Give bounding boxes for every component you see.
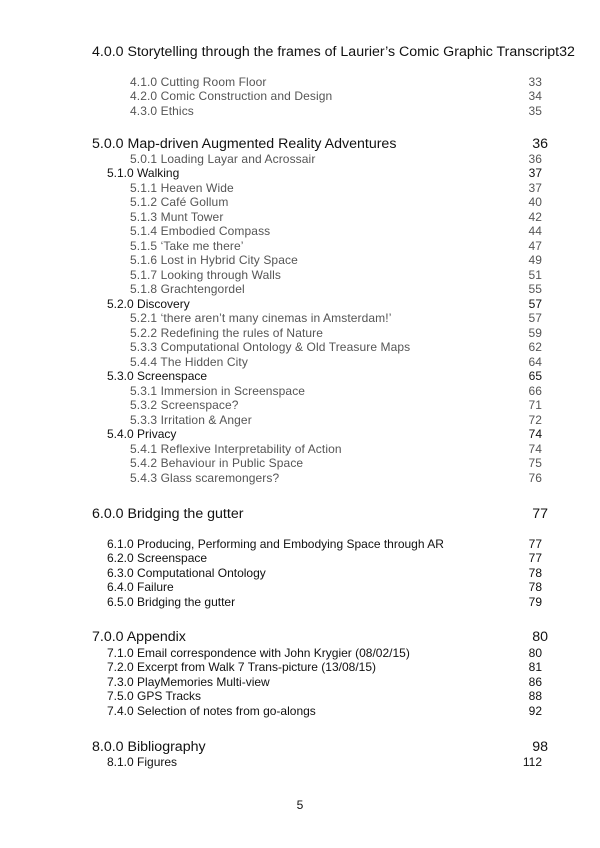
toc-entry-level-3[interactable]: [130, 181, 542, 195]
toc-entry-page: 92: [528, 704, 542, 718]
toc-entry-level-3[interactable]: [130, 152, 542, 166]
toc-entry-page: 98: [532, 739, 548, 755]
toc-entry-title: 7.0.0 Appendix: [92, 629, 186, 645]
toc-entry-level-2[interactable]: [107, 427, 542, 441]
toc-entry-title: 6.1.0 Producing, Performing and Embodying Space through AR: [107, 537, 444, 551]
toc-entry-level-3[interactable]: [130, 268, 542, 282]
toc-entry-title: 5.3.2 Screenspace?: [130, 398, 239, 412]
toc-entry-page: 51: [528, 268, 542, 282]
toc-entry-level-3[interactable]: [130, 282, 542, 296]
toc-entry-level-3[interactable]: [130, 89, 542, 103]
toc-entry-page: 80: [528, 646, 542, 660]
toc-entry-title: 5.2.2 Redefining the rules of Nature: [130, 326, 324, 340]
toc-entry-page: 76: [528, 471, 542, 485]
toc-entry-level-3[interactable]: [130, 326, 542, 340]
toc-entry-level-1[interactable]: [92, 739, 548, 755]
toc-entry-title: 6.0.0 Bridging the gutter: [92, 506, 244, 522]
toc-entry-level-3[interactable]: [130, 253, 542, 267]
toc-entry-title: 5.1.3 Munt Tower: [130, 210, 224, 224]
toc-entry-level-3[interactable]: [130, 355, 542, 369]
toc-entry-level-3[interactable]: [130, 311, 542, 325]
toc-entry-level-2[interactable]: [107, 551, 542, 565]
toc-entry-title: 4.3.0 Ethics: [130, 104, 194, 118]
toc-entry-page: 32: [559, 44, 575, 60]
toc-entry-page: 40: [528, 195, 542, 209]
toc-entry-page: 33: [528, 75, 542, 89]
toc-entry-page: 77: [528, 537, 542, 551]
toc-entry-page: 36: [532, 136, 548, 152]
toc-entry-level-2[interactable]: [107, 369, 542, 383]
toc-entry-title: 7.4.0 Selection of notes from go-alongs: [107, 704, 316, 718]
toc-entry-page: 42: [528, 210, 542, 224]
toc-entry-page: 49: [528, 253, 542, 267]
toc-entry-page: 78: [528, 580, 542, 594]
toc-entry-title: 7.5.0 GPS Tracks: [107, 689, 202, 703]
toc-entry-level-1[interactable]: [92, 506, 548, 522]
toc-entry-title: 5.3.3 Irritation & Anger: [130, 413, 252, 427]
toc-entry-level-3[interactable]: [130, 456, 542, 470]
toc-entry-title: 6.2.0 Screenspace: [107, 551, 208, 565]
toc-entry-title: 5.4.3 Glass scaremongers?: [130, 471, 280, 485]
toc-entry-page: 36: [528, 152, 542, 166]
toc-entry-title: 5.1.8 Grachtengordel: [130, 282, 245, 296]
toc-entry-level-2[interactable]: [107, 689, 542, 703]
toc-entry-level-2[interactable]: [107, 675, 542, 689]
toc-entry-level-3[interactable]: [130, 471, 542, 485]
toc-entry-level-3[interactable]: [130, 442, 542, 456]
toc-entry-page: 57: [528, 311, 542, 325]
toc-entry-title: 4.0.0 Storytelling through the frames of Laurier’s Comic Graphic Transcript: [92, 44, 560, 60]
toc-entry-title: 5.3.3 Computational Ontology & Old Treasure Maps: [130, 340, 411, 354]
toc-entry-level-1[interactable]: [92, 136, 548, 152]
toc-entry-level-3[interactable]: [130, 340, 542, 354]
toc-entry-page: 80: [532, 629, 548, 645]
toc-entry-page: 86: [528, 675, 542, 689]
toc-entry-page: 66: [528, 384, 542, 398]
toc-entry-page: 44: [528, 224, 542, 238]
toc-entry-page: 112: [522, 755, 542, 769]
toc-entry-title: 5.4.4 The Hidden City: [130, 355, 248, 369]
toc-entry-title: 5.3.1 Immersion in Screenspace: [130, 384, 306, 398]
toc-entry-title: 6.5.0 Bridging the gutter: [107, 595, 236, 609]
toc-entry-page: 77: [532, 506, 548, 522]
toc-entry-title: 5.1.1 Heaven Wide: [130, 181, 234, 195]
toc-entry-title: 6.3.0 Computational Ontology: [107, 566, 266, 580]
toc-entry-page: 34: [528, 89, 542, 103]
toc-entry-page: 37: [528, 181, 542, 195]
page-number: 5: [296, 798, 304, 812]
toc-entry-title: 5.4.1 Reflexive Interpretability of Action: [130, 442, 342, 456]
toc-entry-page: 64: [528, 355, 542, 369]
toc-entry-page: 88: [528, 689, 542, 703]
toc-entry-level-3[interactable]: [130, 398, 542, 412]
toc-entry-title: 5.1.7 Looking through Walls: [130, 268, 282, 282]
toc-entry-level-2[interactable]: [107, 595, 542, 609]
toc-entry-title: 5.1.5 ‘Take me there’: [130, 239, 244, 253]
toc-entry-level-2[interactable]: [107, 755, 542, 769]
toc-entry-page: 74: [528, 442, 542, 456]
toc-entry-page: 37: [528, 166, 542, 180]
toc-entry-level-1[interactable]: [92, 629, 548, 645]
toc-entry-title: 5.4.0 Privacy: [107, 427, 177, 441]
toc-entry-level-3[interactable]: [130, 75, 542, 89]
toc-entry-title: 4.2.0 Comic Construction and Design: [130, 89, 333, 103]
toc-entry-page: 72: [528, 413, 542, 427]
toc-entry-page: 71: [528, 398, 542, 412]
toc-entry-page: 57: [528, 297, 542, 311]
toc-entry-title: 5.0.0 Map-driven Augmented Reality Adventures: [92, 136, 397, 152]
toc-entry-level-2[interactable]: [107, 580, 542, 594]
toc-entry-title: 5.1.2 Café Gollum: [130, 195, 229, 209]
toc-entry-page: 47: [528, 239, 542, 253]
toc-entry-title: 7.1.0 Email correspondence with John Krygier (08/02/15): [107, 646, 410, 660]
toc-entry-page: 75: [528, 456, 542, 470]
toc-entry-title: 5.0.1 Loading Layar and Acrossair: [130, 152, 316, 166]
toc-entry-title: 5.1.0 Walking: [107, 166, 180, 180]
toc-entry-page: 79: [528, 595, 542, 609]
toc-entry-level-2[interactable]: [107, 704, 542, 718]
toc-entry-level-3[interactable]: [130, 384, 542, 398]
toc-entry-level-2[interactable]: [107, 166, 542, 180]
toc-entry-title: 5.2.1 ‘there aren’t many cinemas in Amsterdam!’: [130, 311, 392, 325]
toc-entry-title: 8.0.0 Bibliography: [92, 739, 206, 755]
toc-entry-page: 81: [528, 660, 542, 674]
toc-entry-page: 77: [528, 551, 542, 565]
toc-entry-level-3[interactable]: [130, 104, 542, 118]
toc-entry-title: 4.1.0 Cutting Room Floor: [130, 75, 267, 89]
toc-entry-level-2[interactable]: [107, 537, 542, 551]
toc-entry-level-2[interactable]: [107, 660, 542, 674]
toc-entry-page: 62: [528, 340, 542, 354]
toc-entry-title: 5.4.2 Behaviour in Public Space: [130, 456, 304, 470]
toc-entry-title: 5.1.6 Lost in Hybrid City Space: [130, 253, 298, 267]
toc-entry-level-2[interactable]: [107, 646, 542, 660]
toc-entry-title: 6.4.0 Failure: [107, 580, 174, 594]
toc-entry-level-1[interactable]: [92, 44, 575, 60]
toc-entry-title: 5.1.4 Embodied Compass: [130, 224, 271, 238]
toc-entry-level-3[interactable]: [130, 239, 542, 253]
toc-entry-page: 35: [528, 104, 542, 118]
toc-entry-level-3[interactable]: [130, 224, 542, 238]
toc-entry-level-2[interactable]: [107, 297, 542, 311]
toc-entry-level-2[interactable]: [107, 566, 542, 580]
toc-entry-page: 55: [528, 282, 542, 296]
toc-entry-page: 65: [528, 369, 542, 383]
toc-entry-title: 8.1.0 Figures: [107, 755, 178, 769]
toc-entry-title: 5.2.0 Discovery: [107, 297, 190, 311]
toc-entry-page: 74: [528, 427, 542, 441]
toc-entry-title: 7.2.0 Excerpt from Walk 7 Trans-picture (13/08/15): [107, 660, 376, 674]
toc-entry-page: 59: [528, 326, 542, 340]
toc-entry-title: 5.3.0 Screenspace: [107, 369, 208, 383]
toc-entry-level-3[interactable]: [130, 413, 542, 427]
toc-entry-level-3[interactable]: [130, 210, 542, 224]
toc-entry-level-3[interactable]: [130, 195, 542, 209]
toc-entry-page: 78: [528, 566, 542, 580]
toc-entry-title: 7.3.0 PlayMemories Multi-view: [107, 675, 270, 689]
